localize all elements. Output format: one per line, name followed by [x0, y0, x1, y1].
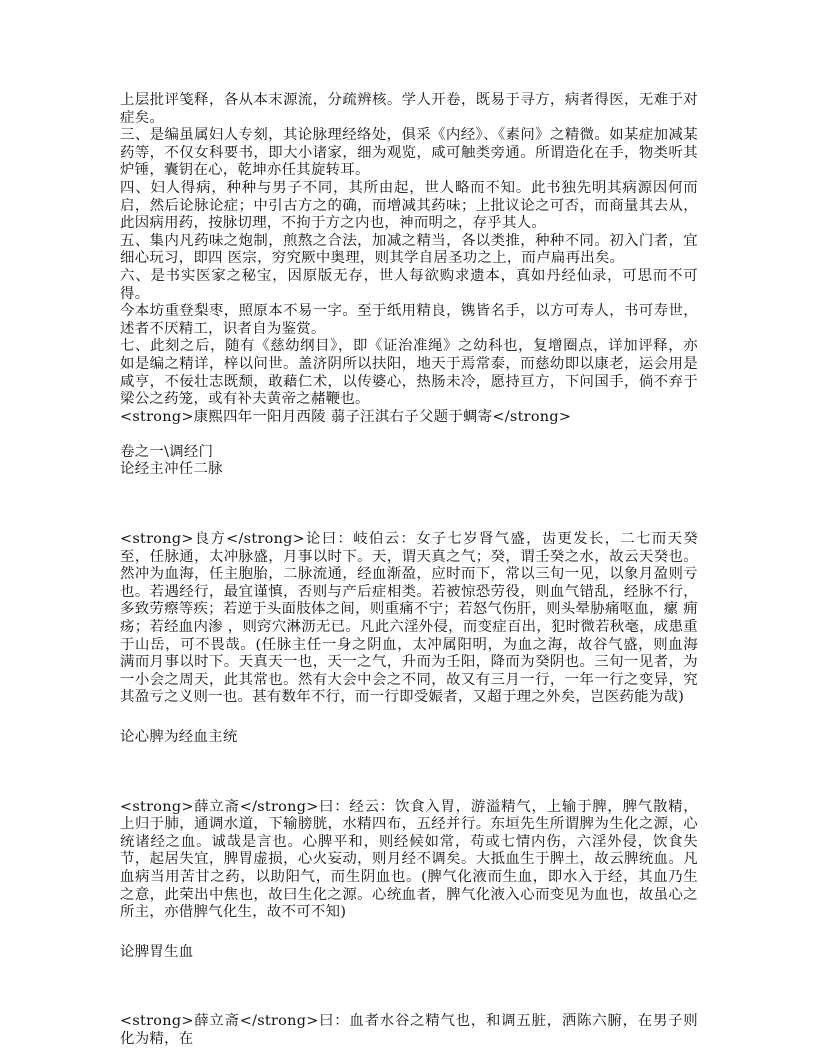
section-heading: 论心脾为经血主统 [120, 729, 238, 745]
preface-signature: <strong>康熙四年一阳月西陵 蒻子汪淇右子父题于蜩寄</strong> [120, 408, 572, 425]
spacer [120, 747, 698, 799]
spacer [120, 961, 698, 1013]
preface-paragraph: 上层批评笺释，各从本末源流，分疏辨核。学人开卷，既易于寻方，病者得医，无难于对症矣。 [120, 92, 698, 126]
spacer [120, 479, 698, 531]
spacer [120, 707, 698, 729]
preface-paragraph: 三、是编虽属妇人专刻，其论脉理经络处，俱采《内经》、《素问》之精微。如某症加减某药等，不仅女科要书，即大小诸家，细为观览，咸可触类旁通。所谓造化在手，物类听其炉锤，囊钥在心，乾坤亦任其旋转耳。 [120, 127, 698, 179]
document-page [120, 92, 698, 1049]
preface-paragraph: 四、妇人得病，种种与男子不同，其所由起，世人略而不知。此书独先明其病源因何而启，然后论脉论症；中引古方之的确，而增减其药味；上批议论之可否，而商量其去从，此因病用药，按脉切理，不拘于方之内也，神而明之，存乎其人。 [120, 179, 698, 232]
section-body: <strong>良方</strong>论曰：岐伯云：女子七岁肾气盛，齿更发长，二七而天癸至，任脉通，太冲脉盛，月事以时下。天，谓天真之气；癸，谓壬癸之水，故云天癸也。然冲为血海，任主胞胎，二脉流通，经血渐盈，应时而下，常以三旬一见，以象月盈则亏也。若遇经行，最宜谨慎，否则与产后症相类。若被惊恐劳役，则血气错乱，经脉不行，多致劳瘵等疾；若逆于头面肢体之间，则重痛不宁；若怒气伤肝，则头晕胁痛呕血，瘰 痈疡；若经血内渗 ，则窍穴淋沥无已。凡此六淫外侵，而变症百出，犯时微若秋毫，成患重于山岳，可不畏哉。(任脉主任一身之阴血，太冲属阳明，为血之海，故谷气盛，则血海满而月事以时下。天真天一也，天一之气，升而为壬阳，降而为癸阴也。三旬一见者，为一小会之周天，此其常也。然有大会中会之不同，故又有三月一行，一年一行之变异，究其盈亏之义则一也。甚有数年不行，而一行即受娠者，又超于理之外矣，岂医药能为哉) [120, 531, 698, 706]
preface-paragraph: 六、是书实医家之秘宝，因原版无存，世人每欲购求遗本，真如丹经仙录，可思而不可得。 [120, 267, 698, 302]
preface-paragraph: 七、此刻之后，随有《慈幼纲目》，即《证治准绳》之幼科也，复增圈点，详加评释，亦如是编之精详，梓以问世。盖济阴所以扶阳，地天于焉常泰，而慈幼即以康老，运会用是咸亨，不佞壮志既颓，敢藉仁术，以传婆心，热肠未冷，愿持亘方，下问国手，倘不弃于梁公之药笼，或有补夫黄帝之赭鞭也。 [120, 338, 698, 408]
section-heading: 论脾胃生血 [120, 943, 194, 960]
section-body: <strong>薛立斋</strong>曰：血者水谷之精气也，和调五脏，洒陈六腑，在男子则化为精，在 [120, 1013, 698, 1047]
section-title: 论经主冲任二脉 [120, 461, 223, 478]
preface-paragraph: 五、集内凡药味之炮制，煎熬之合法，加减之精当，各以类推，种种不同。初入门者，宜细心玩习，即四 医宗，穷究厥中奥理，则其学自居圣功之上，而卢扁再出矣。 [120, 232, 698, 267]
volume-title: 卷之一\调经门 [120, 443, 214, 460]
preface-paragraph: 今本坊重登梨枣，照原本不易一字。至于纸用精良，镌皆名手，以方可寿人，书可寿世，述者不厌精工，识者自为鉴赏。 [120, 303, 698, 337]
section-body: <strong>薛立斋</strong>曰：经云：饮食入胃，游溢精气，上输于脾，脾气散精，上归于肺，通调水道，下输膀胱，水精四布，五经并行。东垣先生所谓脾为生化之源，心统诸经之血。诚哉是言也。心脾平和，则经候如常，苟或七情内伤，六淫外侵，饮食失节，起居失宜，脾胃虚损，心火妄动，则月经不调矣。大抵血生于脾土，故云脾统血。凡血病当用苦甘之药，以助阳气，而生阴血也。(脾气化液而生血，即水入于经，其血乃生之意，此荣出中焦也，故曰生化之源。心统血者，脾气化液入心而变见为血也，故虽心之所主，亦借脾气化生，故不可不知) [120, 798, 698, 921]
preface-block [120, 92, 698, 426]
spacer [120, 426, 698, 444]
spacer [120, 922, 698, 944]
